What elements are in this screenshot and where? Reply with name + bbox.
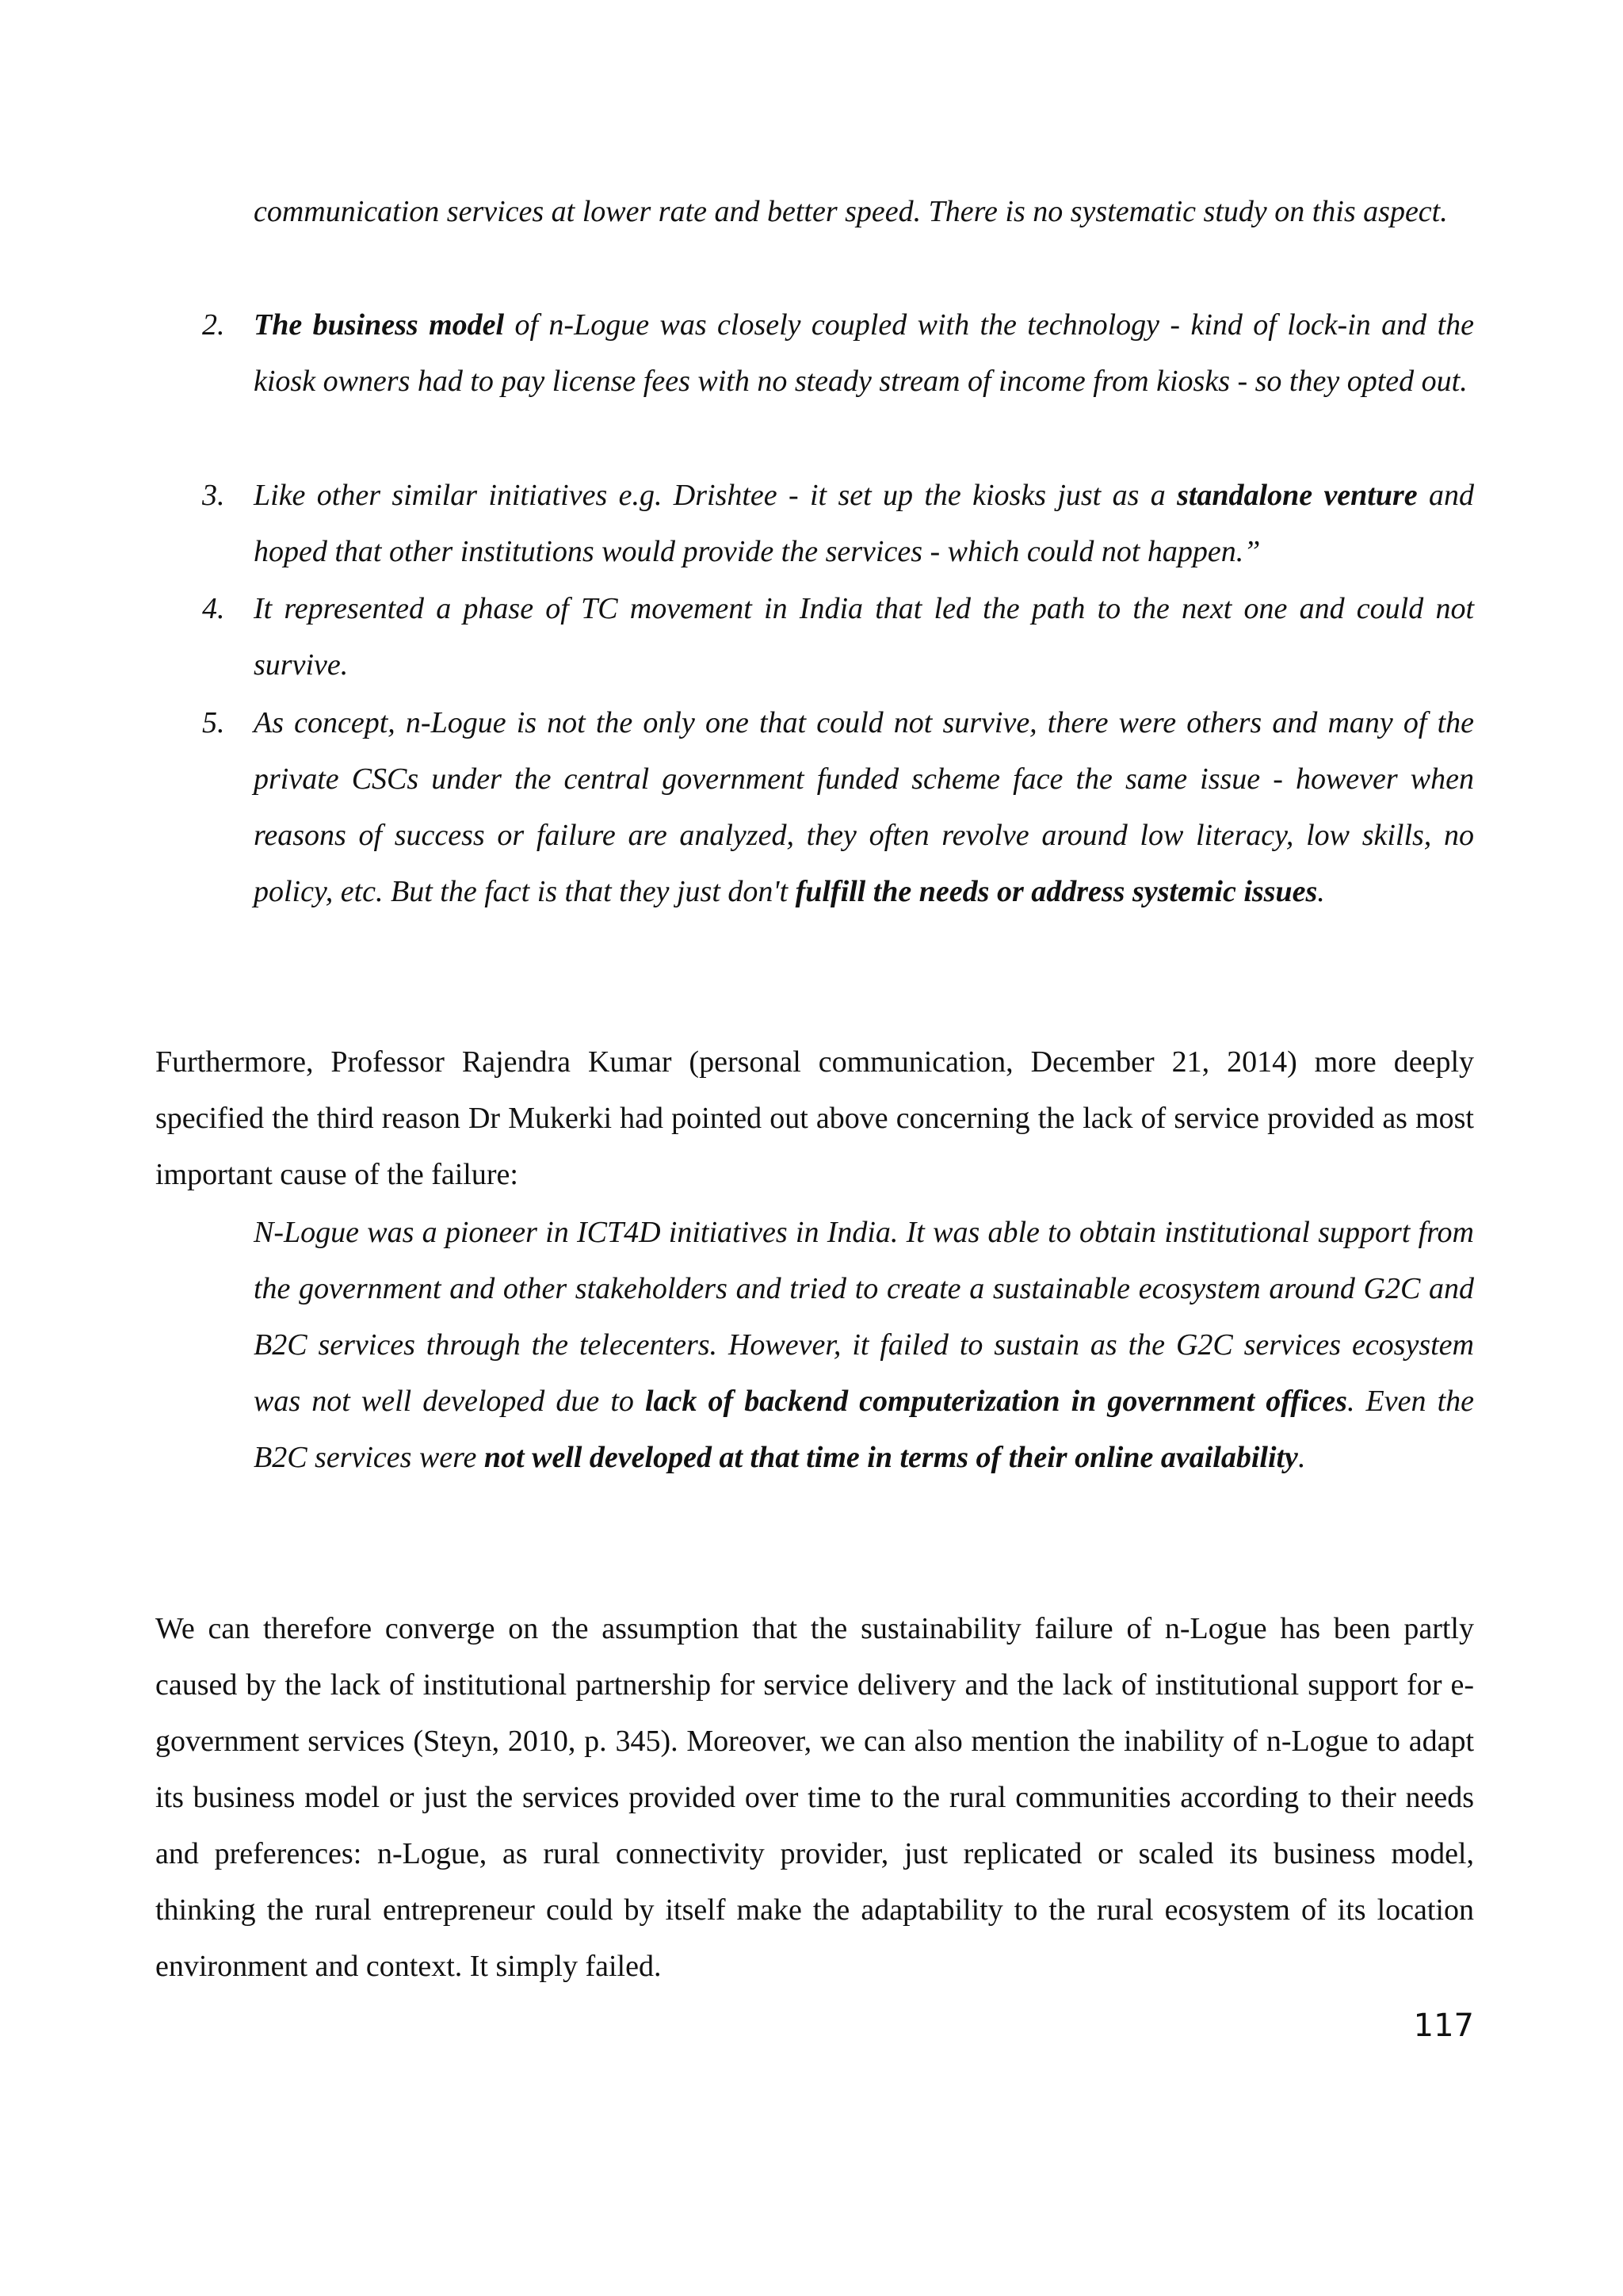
list-number: 2.	[202, 308, 225, 342]
quote-text-3: .	[1297, 1441, 1306, 1474]
list-text-before-bold: As concept, n-Logue is not the only one that could not survive, there were others and many of the private CSCs under the central government funded scheme face the same issue - however when reasons of success or failure are analyzed, they often revolve around low literacy, low skills, no policy, etc. But the fact is that they just don't	[254, 706, 1474, 908]
quote-text-1: N-Logue was a pioneer in ICT4D initiatives in India. It was able to obtain institutional support from the government and other stakeholders and tried to create a sustainable ecosystem around G2C and B2C services through the telecenters. However, it failed to sustain as the G2C services ecosystem was not well developed due to	[254, 1216, 1474, 1418]
body-paragraph-1	[155, 1034, 1474, 1203]
list-text-after-bold: .	[1317, 875, 1325, 908]
bold-phrase: standalone venture	[1177, 479, 1418, 512]
list-item-text	[254, 695, 1474, 920]
list-number: 5.	[202, 706, 225, 739]
bold-phrase: fulfill the needs or address systemic issues	[795, 875, 1318, 908]
paragraph-text: Furthermore, Professor Rajendra Kumar (personal communication, December 21, 2014) more deeply specified the third reason Dr Mukerki had pointed out above concerning the lack of service provided as most important cause of the failure:	[155, 1045, 1474, 1191]
list-text-after-bold: of n-Logue was closely coupled with the technology - kind of lock-in and the kiosk owners had to pay license fees with no steady stream of income from kiosks - so they opted out.	[254, 308, 1474, 398]
bold-phrase: lack of backend computerization in government offices	[644, 1385, 1347, 1418]
page-number: 117	[1413, 2008, 1474, 2044]
paragraph-text: We can therefore converge on the assumption that the sustainability failure of n-Logue has been partly caused by the lack of institutional partnership for service delivery and the lack of institutional support for e-government services (Steyn, 2010, p. 345). Moreover, we can also mention the inability of n-Logue to adapt its business model or just the services provided over time to the rural communities according to their needs and preferences: n-Logue, as rural connectivity provider, just replicated or scaled its business model, thinking the rural entrepreneur could by itself make the adaptability to the rural ecosystem of its location environment and context. It simply failed.	[155, 1612, 1474, 1983]
list-item-text: It represented a phase of TC movement in India that led the path to the next one and could not survive.	[254, 592, 1474, 682]
block-quote	[254, 1205, 1474, 1486]
quote-text-2: . Even the B2C services were	[254, 1385, 1474, 1474]
bold-phrase: The business model	[254, 308, 505, 342]
list-text-before-bold: Like other similar initiatives e.g. Drishtee - it set up the kiosks just as a	[254, 479, 1178, 512]
body-paragraph-2	[155, 1601, 1474, 1995]
list-text-after-bold: and hoped that other institutions would provide the services - which could not happen.”	[254, 479, 1475, 568]
continuation-text: communication services at lower rate and better speed. There is no systematic study on this aspect.	[254, 195, 1448, 228]
list-number: 3.	[202, 479, 225, 512]
list-item-1-continuation	[254, 184, 1474, 240]
list-number: 4.	[202, 592, 225, 625]
list-item-text	[254, 297, 1474, 410]
list-item-text	[254, 468, 1474, 580]
bold-phrase: not well developed at that time in terms of their online availability	[483, 1441, 1298, 1474]
